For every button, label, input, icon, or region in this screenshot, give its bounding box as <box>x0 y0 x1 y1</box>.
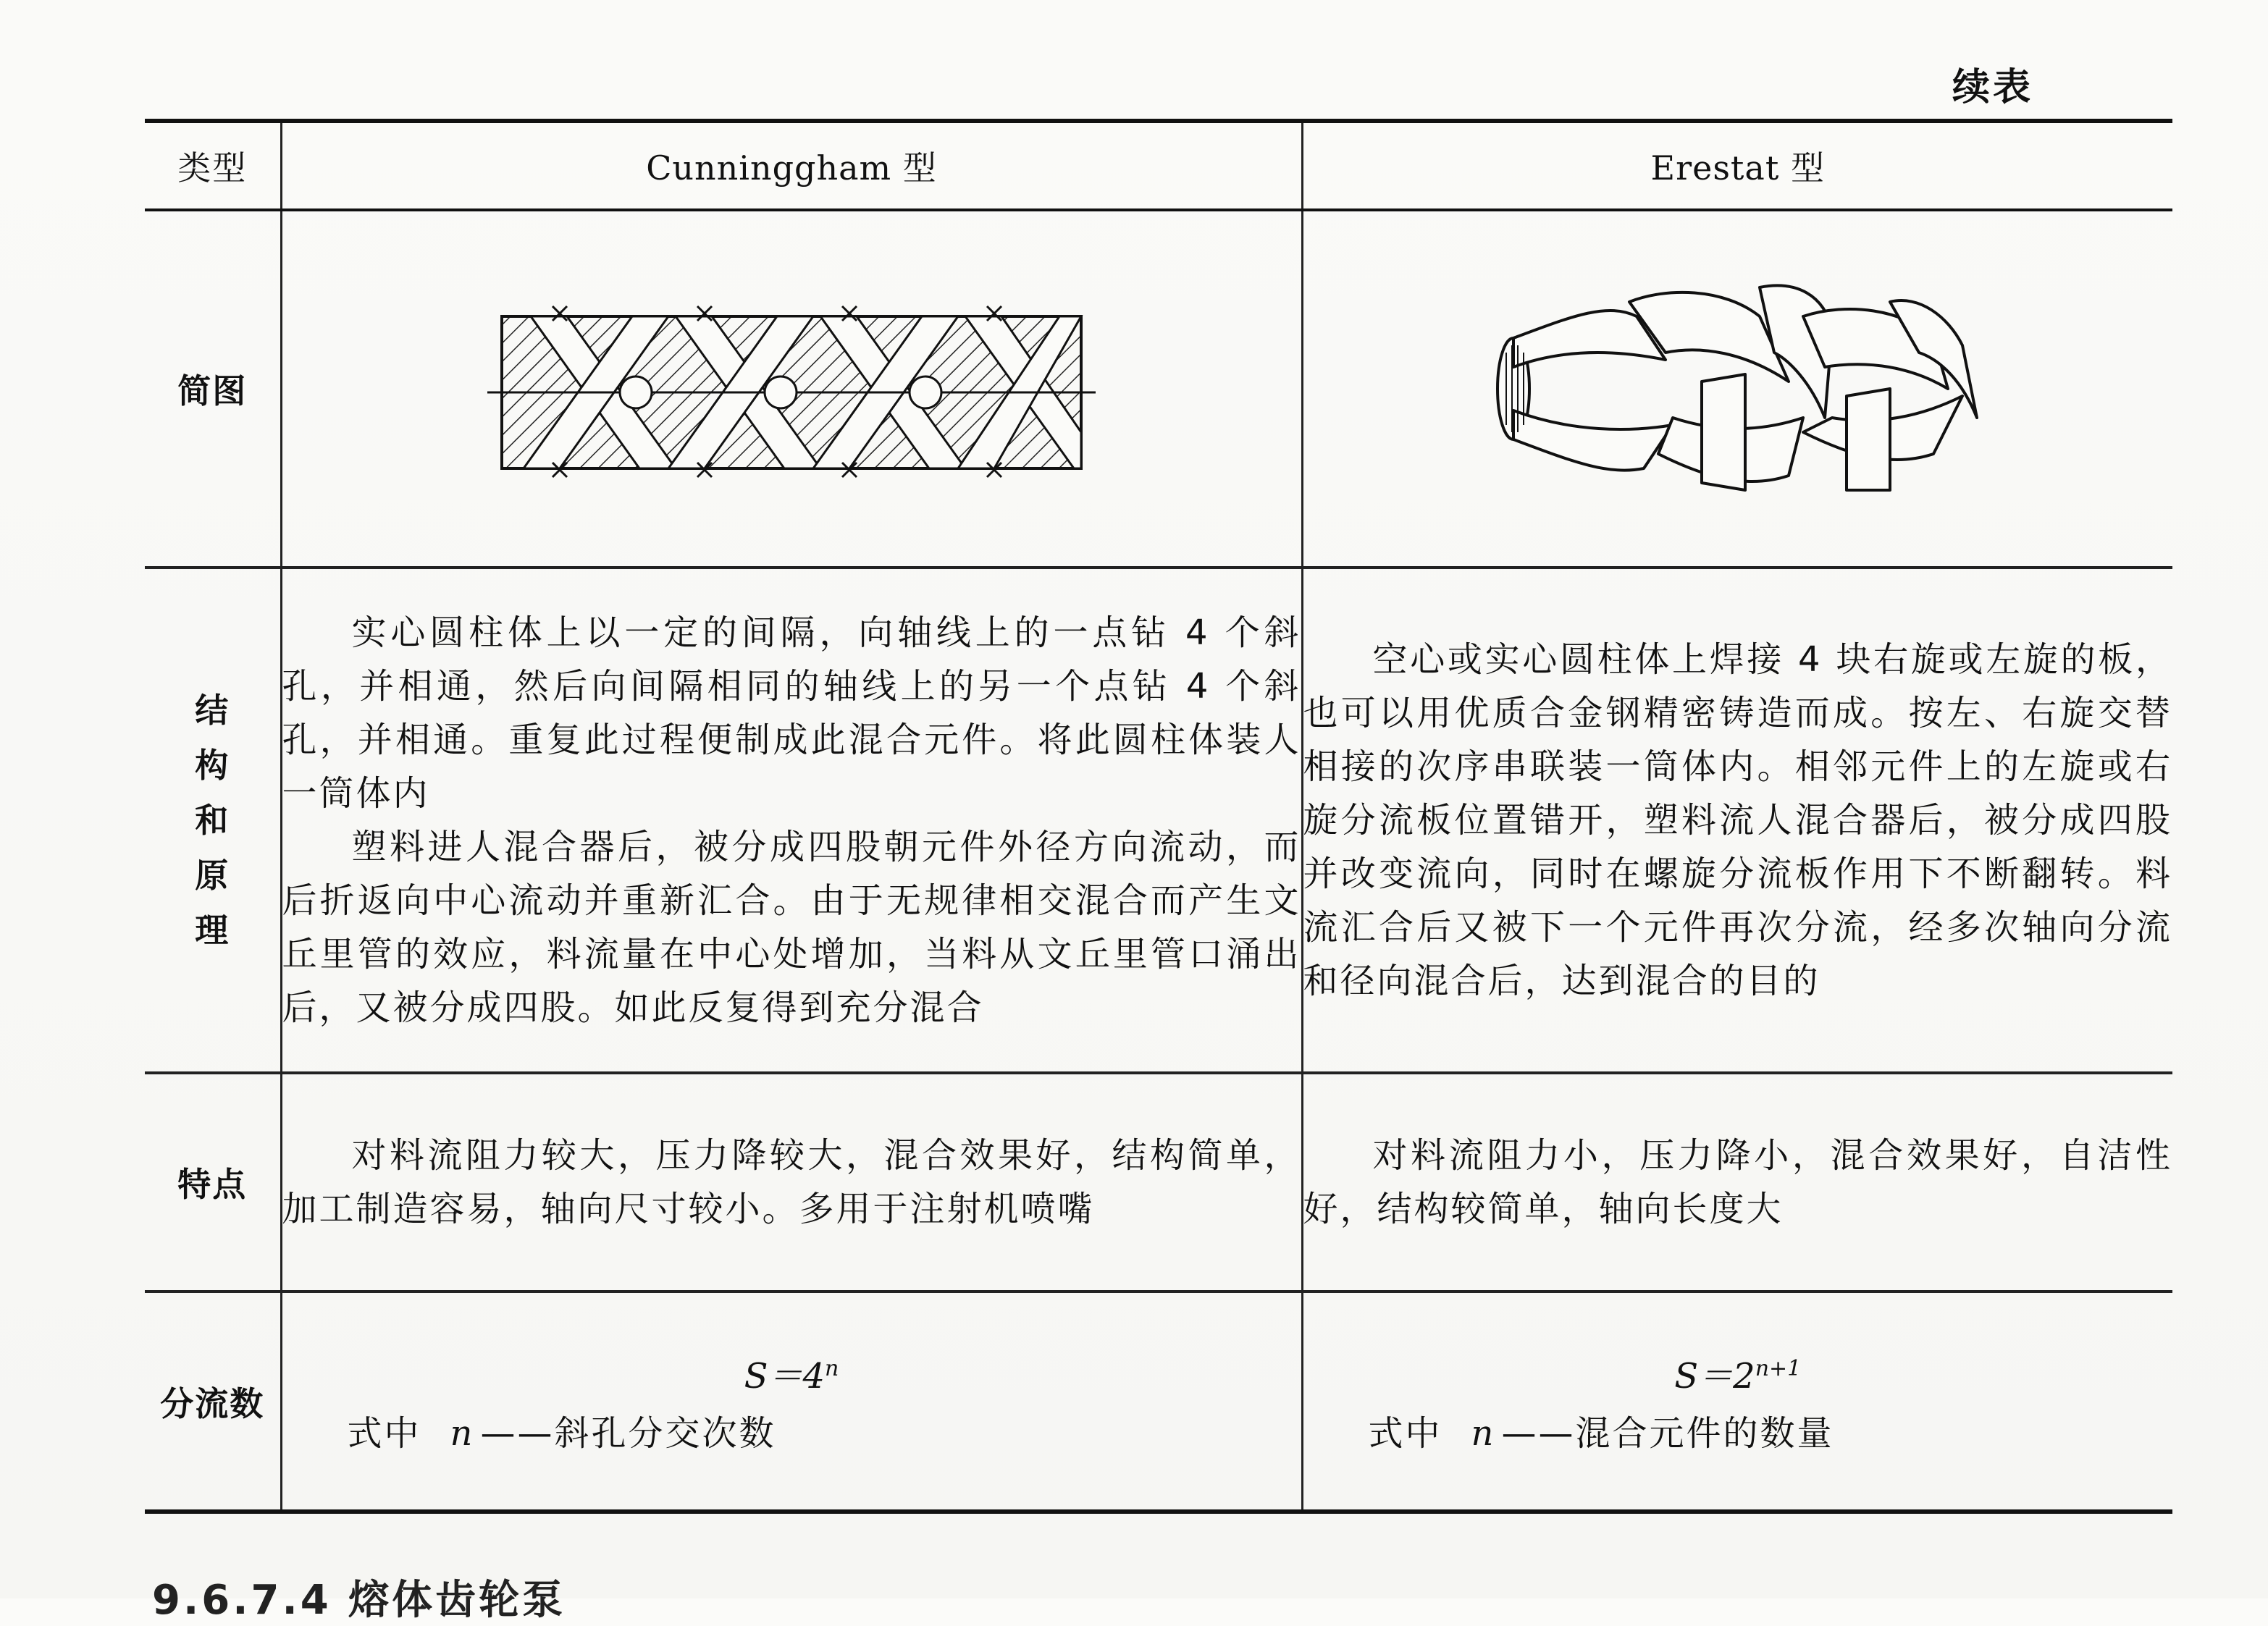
continued-label: 续表 <box>1952 66 2034 109</box>
structure-label-char: 原 <box>195 856 230 895</box>
cunningham-where-label: 式中 <box>347 1412 421 1454</box>
features-label: 特点 <box>145 1073 281 1292</box>
structure-label <box>145 568 281 1073</box>
erestat-structure-para-1: 空心或实心圆柱体上焊接 4 块右旋或左旋的板，也可以用优质合金钢精密铸造而成。按左、右旋交替相接的次序串联装一筒体内。相邻元件上的左旋或右旋分流板位置错开，塑料流人混合器后，被分成四股并改变流向，同时在螺旋分流板作用下不断翻转。料流汇合后又被下一个元件再次分流，经多次轴向分流和径向混合后，达到混合的目的 <box>1303 639 2172 1001</box>
erestat-where-label: 式中 <box>1368 1412 1442 1454</box>
erestat-formula <box>1303 1348 2173 1398</box>
cunningham-formula-base: S＝4 <box>744 1355 826 1397</box>
erestat-diagram <box>1484 273 1991 505</box>
cunningham-structure-text <box>281 568 1302 1073</box>
structure-row <box>145 568 2172 1073</box>
erestat-features-para: 对料流阻力小，压力降小，混合效果好，自洁性好，结构较简单，轴向长度大 <box>1303 1135 2172 1229</box>
cunningham-formula <box>282 1348 1301 1398</box>
comparison-table <box>145 119 2172 1514</box>
next-section-heading: 9.6.7.4 熔体齿轮泵 <box>152 1577 566 1624</box>
cunningham-features-para: 对料流阻力较大，压力降较大，混合效果好，结构简单，加工制造容易，轴向尺寸较小。多用于注射机喷嘴 <box>282 1135 1301 1229</box>
erestat-diagram-cell <box>1302 210 2172 568</box>
cunningham-structure-para-1: 实心圆柱体上以一定的间隔，向轴线上的一点钻 4 个斜孔，并相通，然后向间隔相同的轴线上的另一个点钻 4 个斜孔，并相通。重复此过程便制成此混合元件。将此圆柱体装人一筒体内 <box>282 612 1301 814</box>
header-cunningham: Cunninggham 型 <box>281 121 1302 210</box>
cunningham-diagram-cell <box>281 210 1302 568</box>
cunningham-formula-exp: n <box>825 1355 839 1381</box>
structure-label-char: 理 <box>195 911 230 950</box>
split-row <box>145 1292 2172 1512</box>
structure-label-char: 构 <box>195 746 230 785</box>
diagram-label: 简图 <box>145 210 281 568</box>
erestat-features-text <box>1302 1073 2172 1292</box>
cunningham-diagram <box>487 302 1096 476</box>
cunningham-split-cell <box>281 1292 1302 1512</box>
cunningham-where <box>282 1405 1301 1455</box>
header-erestat: Erestat 型 <box>1302 121 2172 210</box>
structure-label-char: 和 <box>195 801 230 840</box>
structure-label-char: 结 <box>195 691 230 730</box>
erestat-where <box>1303 1405 2173 1455</box>
erestat-formula-base: S＝2 <box>1674 1355 1755 1397</box>
diagram-row <box>145 210 2172 568</box>
header-type: 类型 <box>145 121 281 210</box>
cunningham-features-text <box>281 1073 1302 1292</box>
table-header-row <box>145 121 2172 210</box>
erestat-formula-exp: n+1 <box>1755 1355 1802 1381</box>
cunningham-var: n <box>450 1412 475 1454</box>
split-label: 分流数 <box>145 1292 281 1512</box>
features-row <box>145 1073 2172 1292</box>
erestat-var: n <box>1471 1412 1496 1454</box>
erestat-split-cell <box>1302 1292 2172 1512</box>
cunningham-var-desc: ——斜孔分交次数 <box>480 1412 776 1454</box>
erestat-var-desc: ——混合元件的数量 <box>1501 1412 1834 1454</box>
cunningham-structure-para-2: 塑料进人混合器后，被分成四股朝元件外径方向流动，而后折返向中心流动并重新汇合。由于无规律相交混合而产生文丘里管的效应，料流量在中心处增加，当料从文丘里管口涌出后，又被分成四股。如此反复得到充分混合 <box>282 827 1301 1028</box>
erestat-structure-text <box>1302 568 2172 1073</box>
